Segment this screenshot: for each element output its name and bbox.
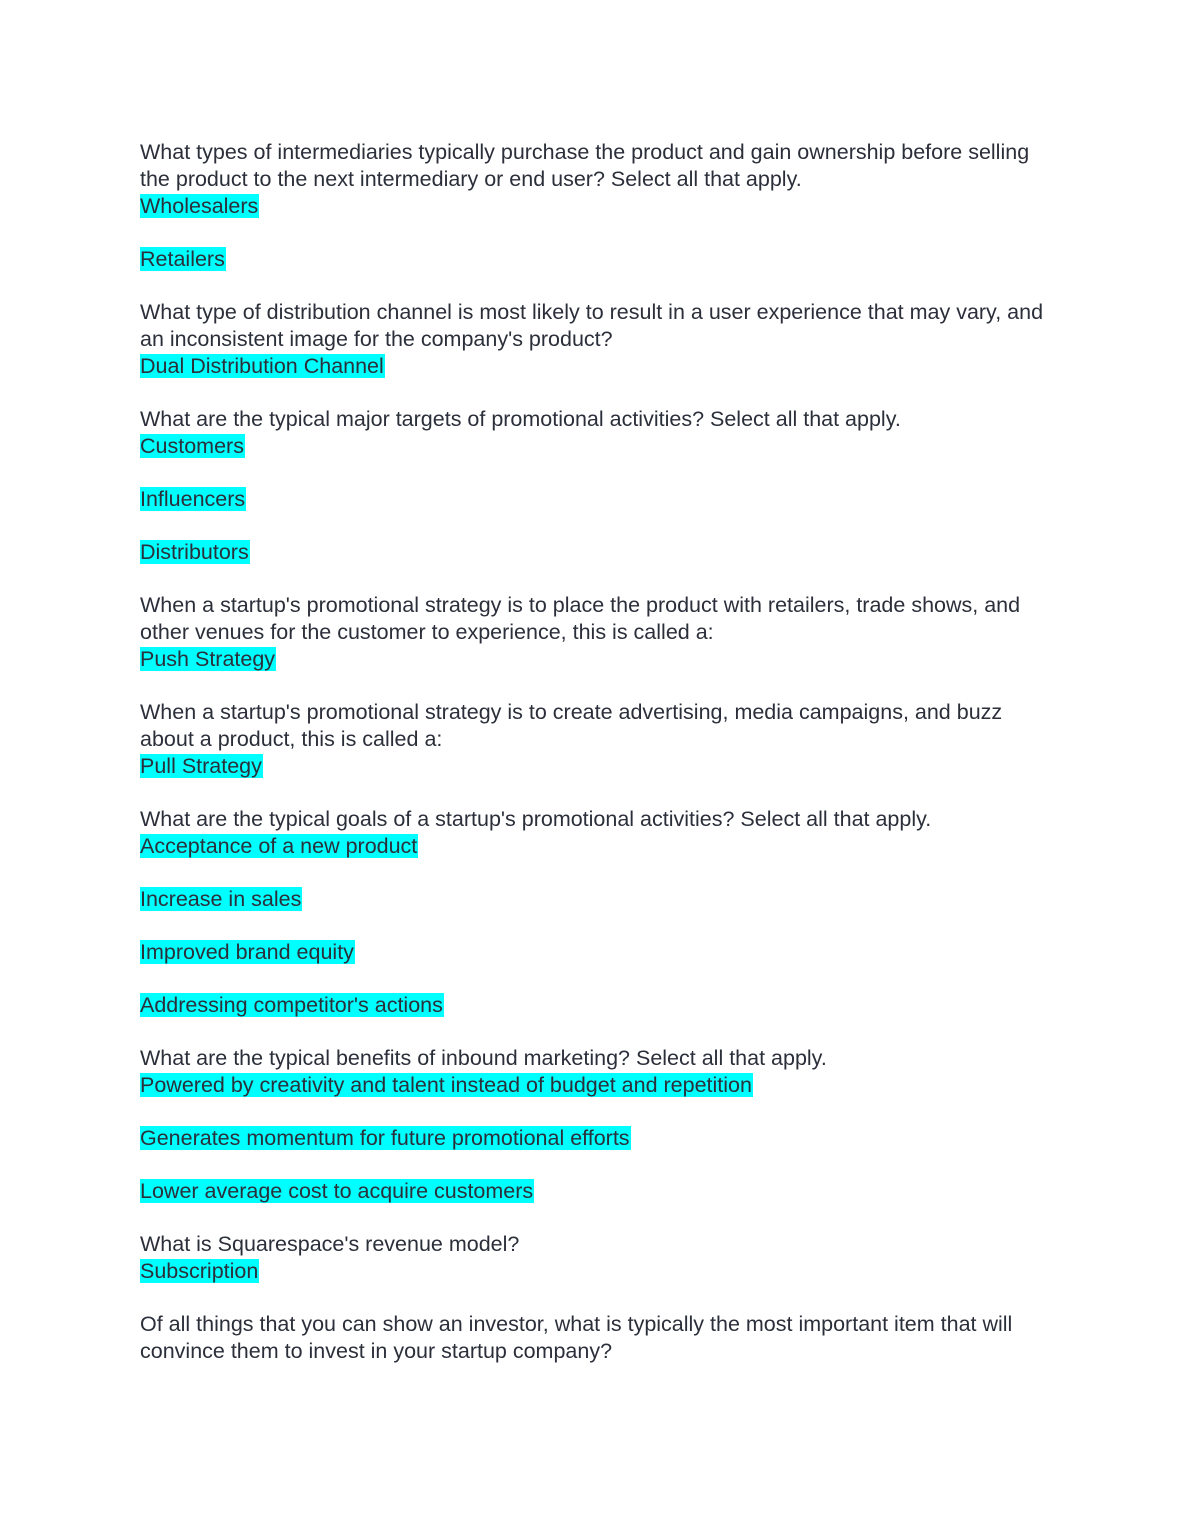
highlighted-answer: Dual Distribution Channel [140, 354, 384, 378]
highlighted-answer: Influencers [140, 487, 246, 511]
highlighted-answer: Wholesalers [140, 194, 259, 218]
qa-block-promotional-goals [140, 806, 1060, 1019]
highlighted-answer: Lower average cost to acquire customers [140, 1179, 534, 1203]
highlighted-answer: Pull Strategy [140, 754, 262, 778]
question-text: What are the typical goals of a startup's promotional activities? Select all that apply. [140, 807, 932, 831]
highlighted-answer: Push Strategy [140, 647, 276, 671]
question-text: What are the typical major targets of promotional activities? Select all that apply. [140, 407, 901, 431]
document-page [140, 139, 1060, 1391]
qa-block-squarespace [140, 1231, 1060, 1285]
highlighted-answer: Customers [140, 434, 244, 458]
question-text: Of all things that you can show an investor, what is typically the most important item that will convince them to invest in your startup company? [140, 1312, 1013, 1363]
highlighted-answer: Generates momentum for future promotional efforts [140, 1126, 630, 1150]
highlighted-answer: Addressing competitor's actions [140, 993, 443, 1017]
qa-block-intermediaries [140, 139, 1060, 273]
question-text: When a startup's promotional strategy is to create advertising, media campaigns, and buzz about a product, this is called a: [140, 700, 1003, 751]
qa-block-pull-strategy [140, 699, 1060, 780]
qa-block-distribution-channel [140, 299, 1060, 380]
highlighted-answer: Acceptance of a new product [140, 834, 418, 858]
question-text: What are the typical benefits of inbound marketing? Select all that apply. [140, 1046, 827, 1070]
highlighted-answer: Retailers [140, 247, 225, 271]
highlighted-answer: Improved brand equity [140, 940, 354, 964]
qa-block-inbound-marketing [140, 1045, 1060, 1205]
question-text: What types of intermediaries typically purchase the product and gain ownership before selling the product to the next intermediary or end user? Select all that apply. [140, 140, 1030, 191]
question-text: What type of distribution channel is most likely to result in a user experience that may vary, and an inconsistent image for the company's product? [140, 300, 1044, 351]
highlighted-answer: Subscription [140, 1259, 259, 1283]
highlighted-answer: Distributors [140, 540, 249, 564]
qa-block-promotional-targets [140, 406, 1060, 566]
question-text: When a startup's promotional strategy is to place the product with retailers, trade shows, and other venues for the customer to experience, this is called a: [140, 593, 1021, 644]
highlighted-answer: Powered by creativity and talent instead of budget and repetition [140, 1073, 752, 1097]
highlighted-answer: Increase in sales [140, 887, 302, 911]
qa-block-push-strategy [140, 592, 1060, 673]
question-text: What is Squarespace's revenue model? [140, 1232, 520, 1256]
qa-block-investor [140, 1311, 1060, 1365]
